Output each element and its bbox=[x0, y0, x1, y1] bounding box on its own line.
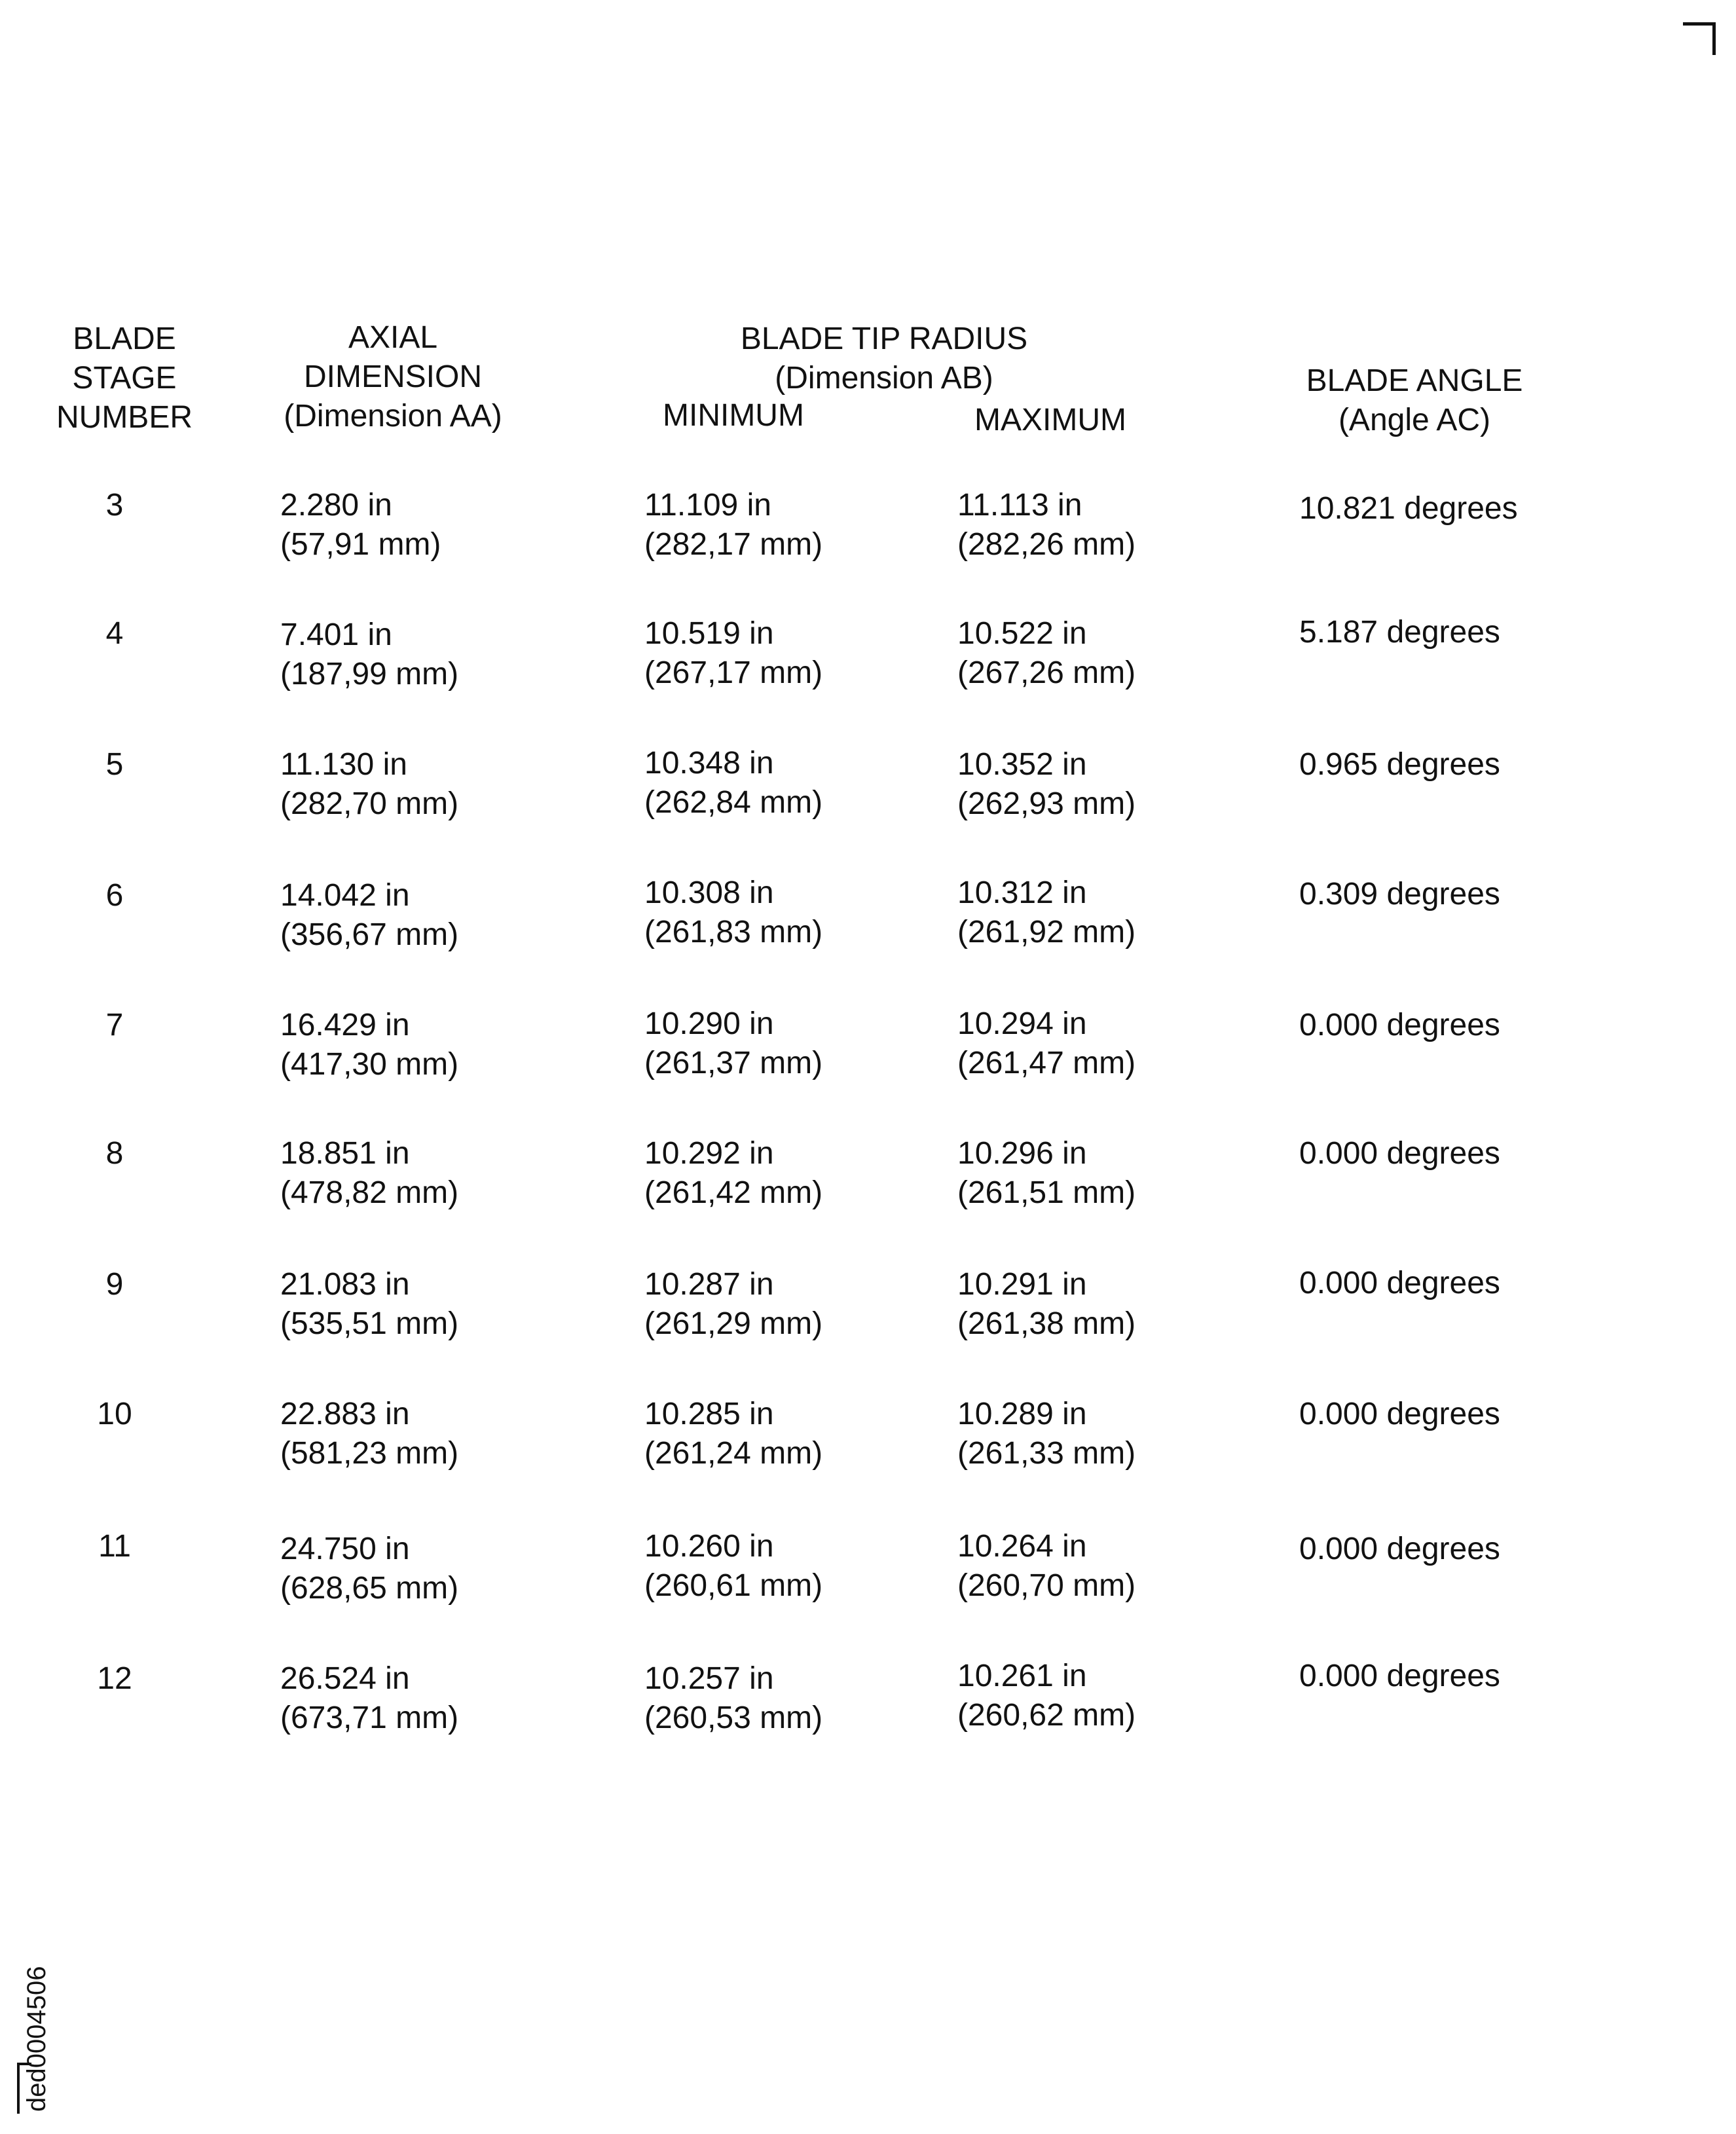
stage-number: 11 bbox=[98, 1529, 131, 1564]
max-in: 10.522 in bbox=[957, 616, 1087, 651]
min-in: 10.348 in bbox=[644, 746, 774, 781]
table-row bbox=[0, 1134, 1736, 1219]
stage-number: 10 bbox=[97, 1397, 132, 1431]
min-in: 11.109 in bbox=[644, 488, 771, 523]
header-radius-line: (Dimension AB) bbox=[775, 361, 993, 396]
radius-maximum bbox=[957, 1527, 1136, 1606]
axial-dimension bbox=[280, 1006, 458, 1084]
axial-mm: (628,65 mm) bbox=[280, 1571, 459, 1606]
header-stage-line: BLADE bbox=[73, 322, 176, 356]
min-mm: (261,24 mm) bbox=[644, 1436, 823, 1471]
max-mm: (282,26 mm) bbox=[957, 527, 1136, 562]
axial-dimension bbox=[280, 1265, 458, 1344]
min-in: 10.519 in bbox=[644, 616, 774, 651]
max-mm: (260,62 mm) bbox=[957, 1698, 1136, 1733]
radius-maximum bbox=[957, 874, 1136, 952]
axial-dimension bbox=[280, 1659, 458, 1738]
axial-mm: (478,82 mm) bbox=[280, 1175, 459, 1210]
header-axial-line: (Dimension AA) bbox=[284, 399, 502, 433]
axial-dimension bbox=[280, 876, 458, 955]
max-in: 10.312 in bbox=[957, 875, 1087, 910]
axial-dimension bbox=[280, 1530, 458, 1608]
min-mm: (261,83 mm) bbox=[644, 915, 823, 949]
min-mm: (282,17 mm) bbox=[644, 527, 823, 562]
max-mm: (261,51 mm) bbox=[957, 1175, 1136, 1210]
max-in: 10.261 in bbox=[957, 1659, 1087, 1693]
table-row bbox=[0, 876, 1736, 961]
radius-minimum bbox=[644, 1004, 822, 1083]
axial-in: 24.750 in bbox=[280, 1532, 410, 1566]
axial-in: 14.042 in bbox=[280, 878, 410, 913]
header-stage-line: NUMBER bbox=[56, 400, 193, 435]
table-row bbox=[0, 745, 1736, 830]
axial-mm: (673,71 mm) bbox=[280, 1701, 459, 1735]
radius-maximum bbox=[957, 745, 1136, 824]
stage-number: 9 bbox=[105, 1267, 124, 1302]
min-mm: (262,84 mm) bbox=[644, 785, 823, 820]
blade-angle: 0.000 degrees bbox=[1299, 1266, 1500, 1300]
max-in: 10.264 in bbox=[957, 1529, 1087, 1564]
radius-maximum bbox=[957, 614, 1136, 693]
min-mm: (267,17 mm) bbox=[644, 655, 823, 690]
min-mm: (261,42 mm) bbox=[644, 1175, 823, 1210]
table-row bbox=[0, 614, 1736, 699]
axial-mm: (356,67 mm) bbox=[280, 917, 459, 952]
header-angle-line: BLADE ANGLE bbox=[1306, 363, 1523, 398]
blade-angle: 0.000 degrees bbox=[1299, 1659, 1500, 1693]
axial-dimension bbox=[280, 1395, 458, 1473]
stage-number: 6 bbox=[105, 878, 124, 913]
min-mm: (260,61 mm) bbox=[644, 1568, 823, 1603]
axial-mm: (535,51 mm) bbox=[280, 1306, 459, 1341]
header-radius-max: MAXIMUM bbox=[974, 403, 1126, 437]
blade-angle: 0.000 degrees bbox=[1299, 1397, 1500, 1431]
radius-maximum bbox=[957, 1004, 1136, 1083]
axial-in: 2.280 in bbox=[280, 488, 392, 523]
blade-angle: 5.187 degrees bbox=[1299, 615, 1500, 650]
header-axial-line: DIMENSION bbox=[303, 359, 482, 394]
axial-dimension bbox=[280, 616, 458, 694]
header-axial bbox=[262, 318, 524, 436]
max-mm: (261,33 mm) bbox=[957, 1436, 1136, 1471]
header-radius-line: BLADE TIP RADIUS bbox=[740, 322, 1028, 356]
header-radius-title bbox=[720, 320, 1048, 398]
max-in: 10.296 in bbox=[957, 1136, 1087, 1171]
header-stage bbox=[39, 320, 210, 437]
stage-number: 5 bbox=[105, 747, 124, 782]
blade-angle: 0.000 degrees bbox=[1299, 1008, 1500, 1042]
stage-number: 7 bbox=[105, 1008, 124, 1042]
axial-mm: (581,23 mm) bbox=[280, 1436, 459, 1471]
blade-angle: 0.000 degrees bbox=[1299, 1136, 1500, 1171]
stage-number: 3 bbox=[105, 488, 124, 523]
figure-id: ded0004506 bbox=[22, 1966, 51, 2112]
max-in: 11.113 in bbox=[957, 488, 1082, 523]
max-mm: (267,26 mm) bbox=[957, 655, 1136, 690]
min-in: 10.285 in bbox=[644, 1397, 774, 1431]
radius-minimum bbox=[644, 1265, 822, 1344]
min-mm: (260,53 mm) bbox=[644, 1701, 823, 1735]
header-angle bbox=[1284, 361, 1545, 440]
axial-dimension bbox=[280, 1134, 458, 1213]
axial-in: 11.130 in bbox=[280, 747, 407, 782]
min-mm: (261,37 mm) bbox=[644, 1046, 823, 1080]
axial-in: 16.429 in bbox=[280, 1008, 410, 1042]
min-in: 10.260 in bbox=[644, 1529, 774, 1564]
axial-dimension bbox=[280, 486, 441, 564]
header-stage-line: STAGE bbox=[72, 361, 177, 396]
min-mm: (261,29 mm) bbox=[644, 1306, 823, 1341]
radius-minimum bbox=[644, 1134, 822, 1213]
min-in: 10.292 in bbox=[644, 1136, 774, 1171]
max-in: 10.352 in bbox=[957, 747, 1087, 782]
radius-maximum bbox=[957, 486, 1136, 564]
radius-maximum bbox=[957, 1657, 1136, 1735]
min-in: 10.290 in bbox=[644, 1006, 774, 1041]
radius-maximum bbox=[957, 1395, 1136, 1473]
stage-number: 12 bbox=[97, 1661, 132, 1696]
table-row bbox=[0, 1265, 1736, 1350]
header-angle-line: (Angle AC) bbox=[1338, 403, 1491, 437]
axial-in: 22.883 in bbox=[280, 1397, 410, 1431]
max-mm: (260,70 mm) bbox=[957, 1568, 1136, 1603]
axial-dimension bbox=[280, 745, 458, 824]
min-in: 10.257 in bbox=[644, 1661, 774, 1696]
radius-maximum bbox=[957, 1134, 1136, 1213]
stage-number: 4 bbox=[105, 616, 124, 651]
max-in: 10.291 in bbox=[957, 1267, 1087, 1302]
radius-minimum bbox=[644, 874, 822, 952]
min-in: 10.287 in bbox=[644, 1267, 774, 1302]
radius-minimum bbox=[644, 614, 822, 693]
blade-angle: 0.309 degrees bbox=[1299, 877, 1500, 911]
axial-mm: (187,99 mm) bbox=[280, 657, 459, 691]
stage-number: 8 bbox=[105, 1136, 124, 1171]
table-row bbox=[0, 1006, 1736, 1091]
axial-mm: (282,70 mm) bbox=[280, 786, 459, 821]
axial-mm: (57,91 mm) bbox=[280, 527, 441, 562]
radius-minimum bbox=[644, 1527, 822, 1606]
radius-minimum bbox=[644, 1659, 822, 1738]
max-in: 10.289 in bbox=[957, 1397, 1087, 1431]
table-row bbox=[0, 486, 1736, 571]
axial-in: 21.083 in bbox=[280, 1267, 410, 1302]
radius-minimum bbox=[644, 486, 822, 564]
axial-mm: (417,30 mm) bbox=[280, 1047, 459, 1082]
max-in: 10.294 in bbox=[957, 1006, 1087, 1041]
axial-in: 18.851 in bbox=[280, 1136, 410, 1171]
header-radius-min: MINIMUM bbox=[663, 398, 804, 433]
table-row bbox=[0, 1527, 1736, 1612]
blade-angle: 0.965 degrees bbox=[1299, 747, 1500, 782]
radius-minimum bbox=[644, 744, 822, 822]
table-row bbox=[0, 1659, 1736, 1744]
table-row bbox=[0, 1395, 1736, 1480]
max-mm: (261,92 mm) bbox=[957, 915, 1136, 949]
axial-in: 7.401 in bbox=[280, 617, 392, 652]
max-mm: (261,38 mm) bbox=[957, 1306, 1136, 1341]
min-in: 10.308 in bbox=[644, 875, 774, 910]
max-mm: (261,47 mm) bbox=[957, 1046, 1136, 1080]
header-axial-line: AXIAL bbox=[348, 320, 438, 355]
radius-maximum bbox=[957, 1265, 1136, 1344]
blade-angle: 0.000 degrees bbox=[1299, 1532, 1500, 1566]
max-mm: (262,93 mm) bbox=[957, 786, 1136, 821]
blade-angle: 10.821 degrees bbox=[1299, 491, 1518, 526]
axial-in: 26.524 in bbox=[280, 1661, 410, 1696]
corner-crop-mark bbox=[1683, 22, 1716, 55]
radius-minimum bbox=[644, 1395, 822, 1473]
